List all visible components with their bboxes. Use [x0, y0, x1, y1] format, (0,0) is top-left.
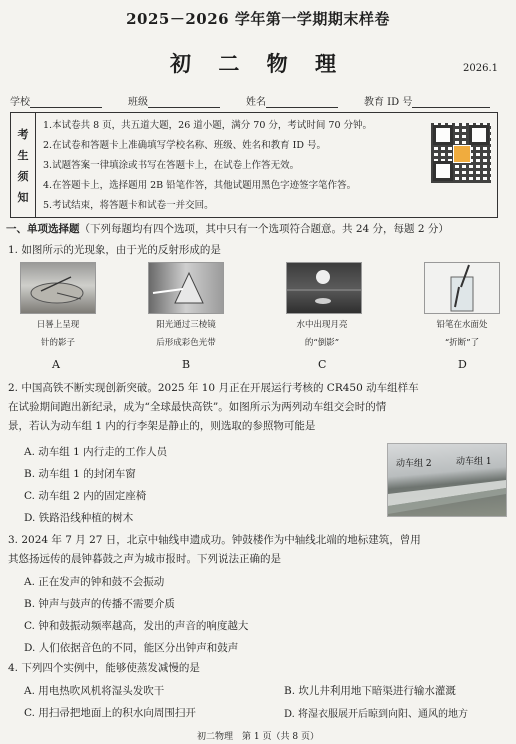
school-field[interactable]	[10, 93, 128, 108]
student-info-fields	[10, 93, 506, 108]
pencil-in-water-image	[424, 262, 500, 314]
image-caption: 阳光通过三棱镜	[156, 320, 216, 330]
name-field[interactable]	[246, 93, 364, 108]
q4-option-b[interactable]: B. 坎儿井利用地下暗渠进行输水灌溉	[284, 685, 456, 697]
exam-notice-box	[10, 112, 498, 218]
sundial-image	[20, 262, 96, 314]
image-caption: 的“倒影”	[304, 338, 340, 348]
class-label: 班级	[128, 97, 148, 108]
q2-option-c[interactable]: C. 动车组 2 内的固定座椅	[24, 490, 147, 502]
notice-rules	[43, 116, 423, 216]
notice-rule: 4.在答题卡上，选择题用 2B 铅笔作答，其他试题用黑色字迹签字笔作答。	[43, 180, 357, 191]
notice-rule: 2.在试卷和答题卡上准确填写学校名称、班级、姓名和教育 ID 号。	[43, 140, 326, 151]
question-1-images	[20, 262, 510, 372]
option-letter-c[interactable]: C	[318, 358, 327, 371]
id-label: 教育 ID 号	[364, 97, 413, 108]
q2-option-d[interactable]: D. 铁路沿线种植的树木	[24, 512, 134, 524]
image-caption: 水中出现月亮	[296, 320, 348, 330]
question-3-stem: 3. 2024 年 7 月 27 日，北京中轴线申遗成功。钟鼓楼作为中轴线北端的地标建筑，曾用 其悠扬远传的晨钟暮鼓之声为城市报时。下列说法正确的是	[8, 534, 421, 565]
trains-image	[387, 443, 507, 517]
q2-option-a[interactable]: A. 动车组 1 内行走的工作人员	[24, 446, 168, 458]
image-caption: 后形成彩色光带	[156, 338, 216, 348]
notice-rule: 5.考试结束，将答题卡和试卷一并交回。	[43, 200, 214, 211]
q4-option-a[interactable]: A. 用电热吹风机将湿头发吹干	[24, 685, 165, 697]
image-caption: 铅笔在水面处	[436, 320, 488, 330]
q4-option-c[interactable]: C. 用扫帚把地面上的积水向周围扫开	[24, 707, 196, 719]
q2-option-b[interactable]: B. 动车组 1 的封闭车窗	[24, 468, 136, 480]
exam-date: 2026.1	[463, 63, 498, 74]
notice-rule: 1.本试卷共 8 页，共五道大题，26 道小题，满分 70 分，考试时间 70 分钟。	[43, 120, 373, 131]
image-caption: “折断”了	[444, 338, 480, 348]
notice-side-label: 考 生 须 知	[11, 113, 36, 217]
q3-option-d[interactable]: D. 人们依据音色的不同，能区分出钟声和鼓声	[24, 642, 239, 654]
section-heading: 一、单项选择题（下列每题均有四个选项，其中只有一个选项符合题意。共 24 分，每题 2 分）	[6, 223, 449, 235]
qr-code-icon	[431, 123, 491, 183]
q3-option-c[interactable]: C. 钟和鼓振动频率越高，发出的声音的响度越大	[24, 620, 249, 632]
option-letter-a[interactable]: A	[52, 358, 60, 371]
subject-title: 初 二 物 理	[170, 51, 346, 76]
q3-option-a[interactable]: A. 正在发声的钟和鼓不会振动	[24, 576, 165, 588]
question-4-stem: 4. 下列四个实例中，能够使蒸发减慢的是	[8, 662, 200, 674]
image-caption: 针的影子	[40, 338, 75, 348]
q3-option-b[interactable]: B. 钟声与鼓声的传播不需要介质	[24, 598, 175, 610]
q4-option-d[interactable]: D. 将湿衣服展开后晾到向阳、通风的地方	[284, 709, 469, 720]
moon-reflection-image	[286, 262, 362, 314]
train-2-label: 动车组 2	[396, 459, 432, 469]
class-field[interactable]	[128, 93, 246, 108]
option-letter-b[interactable]: B	[182, 358, 191, 371]
question-1-stem: 1. 如图所示的光现象，由于光的反射形成的是	[8, 244, 221, 256]
exam-title: 2025－2026 学年第一学期期末样卷	[126, 10, 390, 28]
notice-rule: 3.试题答案一律填涂或书写在答题卡上，在试卷上作答无效。	[43, 160, 300, 171]
prism-image	[148, 262, 224, 314]
question-2-stem: 2. 中国高铁不断实现创新突破。2025 年 10 月正在开展运行考核的 CR450 动车组样车 在试验期间跑出新纪录，成为“全球最快高铁”。如图所示为两列动车组交会时的情 景，若认为动车组 1 内的行李架是静止的，则选取的参照物可能是	[8, 382, 419, 432]
train-1-label: 动车组 1	[456, 457, 492, 467]
option-letter-d[interactable]: D	[458, 358, 467, 371]
id-field[interactable]	[364, 93, 506, 108]
name-label: 姓名	[246, 97, 266, 108]
image-caption: 日晷上呈现	[36, 320, 80, 330]
school-label: 学校	[10, 97, 30, 108]
page-footer: 初二物理 第 1 页（共 8 页）	[197, 732, 319, 742]
